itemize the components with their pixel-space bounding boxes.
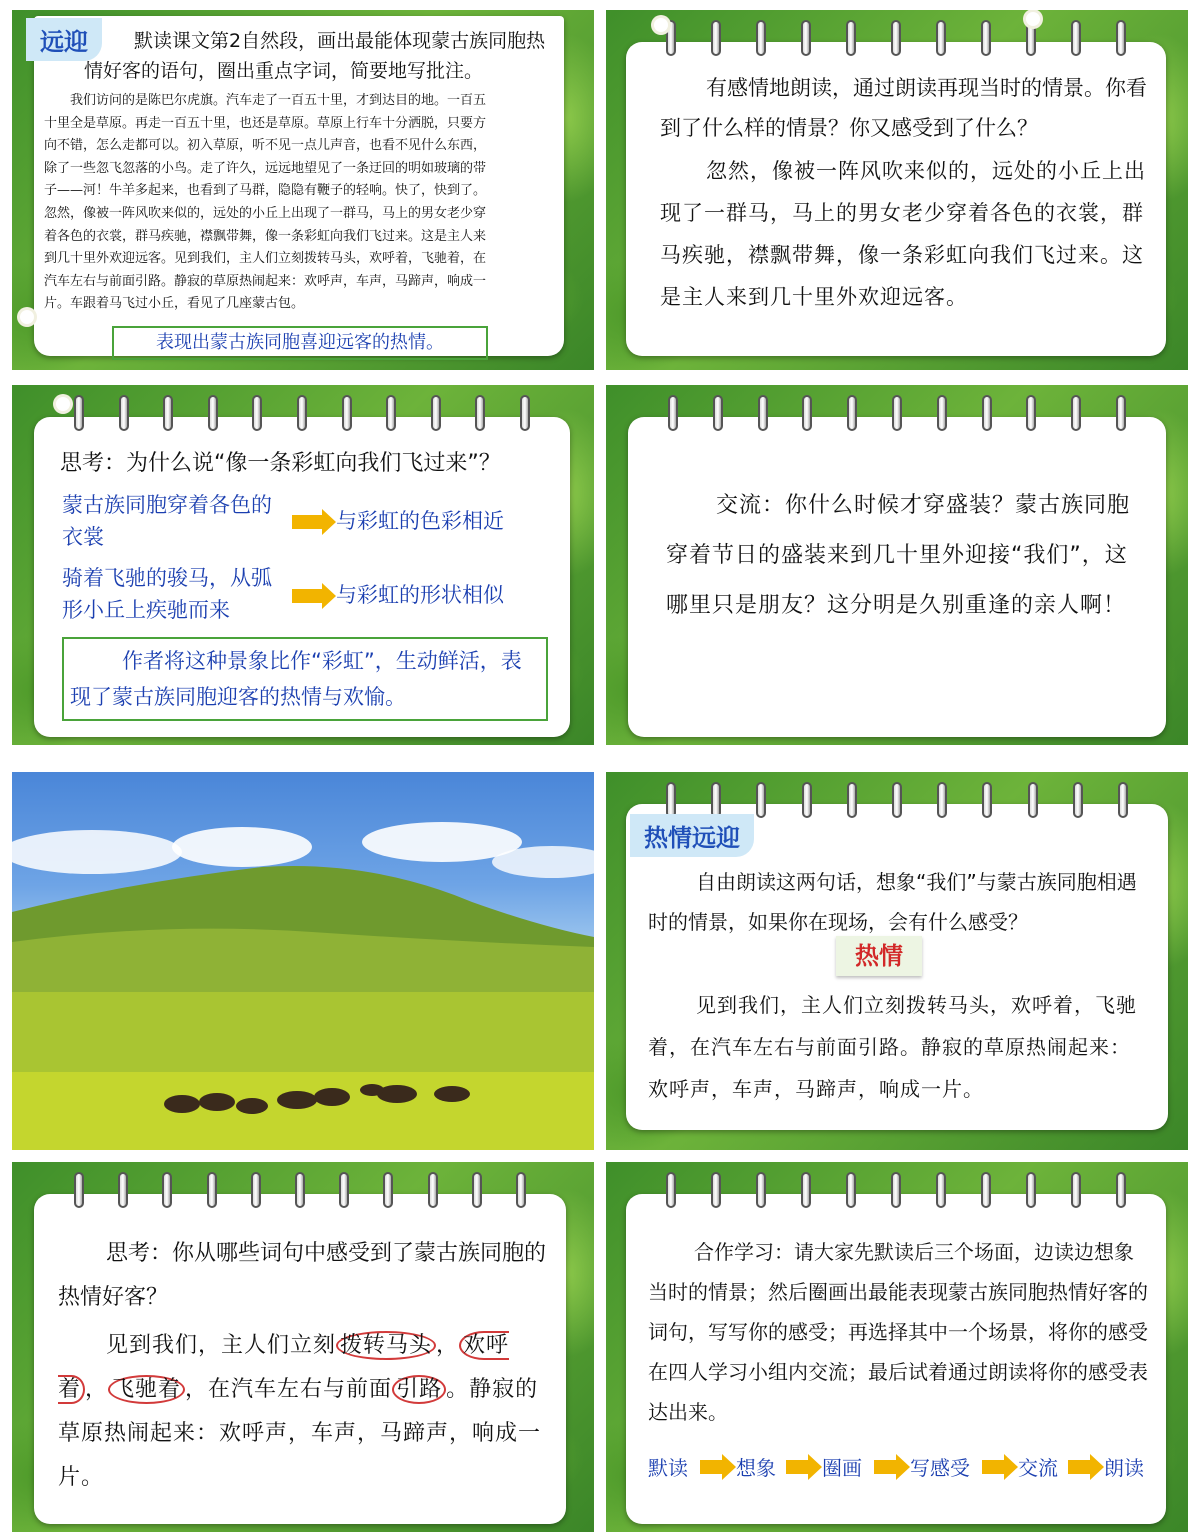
passage-line: 我们访问的是陈巴尔虎旗。汽车走了一百五十里，才到达目的地。一百五 xyxy=(70,93,487,108)
flower-icon xyxy=(56,397,70,411)
slide-2-p2: 忽然，像被一阵风吹来似的，远处的小丘上出现了一群马，马上的男女老少穿着各色的衣裳，群马疾驰，襟飘带舞，像一条彩虹向我们飞过来。这是主人来到几十里外欢迎远客。 xyxy=(660,159,1146,309)
step-label: 写感受 xyxy=(910,1456,970,1480)
flower-icon xyxy=(654,18,668,32)
passage-line: 除了一些忽飞忽落的小鸟。走了许久，远远地望见了一条迂回的明如玻璃的带 xyxy=(44,160,487,176)
slide-2-card xyxy=(626,42,1166,356)
binder-rings xyxy=(74,1172,526,1212)
slide-3-row1-left: 蒙古族同胞穿着各色的衣裳 xyxy=(62,493,272,549)
slide-7-paragraph xyxy=(58,1324,558,1500)
text-span: 见到我们，主人们立刻 xyxy=(106,1333,337,1358)
slide-3-row2-left: 骑着飞驰的骏马，从弧形小丘上疾驰而来 xyxy=(62,566,272,622)
slide-7-question: 思考：你从哪些词句中感受到了蒙古族同胞的热情好客？ xyxy=(58,1241,547,1310)
flower-icon xyxy=(20,310,34,324)
slide-3-row1-right: 与彩虹的色彩相近 xyxy=(336,509,504,533)
passage-line: 汽车左右与前面引路。静寂的草原热闹起来：欢呼声，车声，马蹄声，响成一 xyxy=(44,273,487,289)
slide-3-question: 思考：为什么说“像一条彩虹向我们飞过来”？ xyxy=(60,451,501,476)
slide-4 xyxy=(606,385,1188,745)
binder-rings xyxy=(668,395,1126,435)
text-span: ， xyxy=(85,1377,109,1402)
slide-2 xyxy=(606,10,1188,370)
circled-word: 飞驰着 xyxy=(108,1375,185,1404)
text-span: ，在汽车左右与前面 xyxy=(185,1377,393,1402)
step-label: 朗读 xyxy=(1104,1456,1144,1480)
slide-8-steps xyxy=(648,1444,1158,1484)
slide-6-keyword: 热情 xyxy=(836,936,922,976)
slide-6-card xyxy=(626,804,1168,1130)
slide-8-card xyxy=(626,1194,1166,1524)
binder-rings xyxy=(74,395,530,435)
binder-rings xyxy=(666,1172,1126,1212)
slide-4-card xyxy=(628,417,1166,737)
slide-1-instruction: 默读课文第2自然段，画出最能体现蒙古族同胞热情好客的语句，圈出重点字词，简要地写批注。 xyxy=(84,30,546,82)
slide-3-row2-right: 与彩虹的形状相似 xyxy=(336,583,504,607)
slide-7-card xyxy=(34,1194,566,1524)
step-label: 默读 xyxy=(648,1456,688,1480)
circled-word: 欢呼着 xyxy=(58,1333,510,1402)
slide-8-text: 合作学习：请大家先默读后三个场面，边读边想象当时的情景；然后圈画出最能表现蒙古族同胞热情好客的词句，写写你的感受；再选择其中一个场景，将你的感受在四人学习小组内交流；最后试着通过朗读将你的感受表达出来。 xyxy=(648,1240,1148,1424)
passage-line: 十里全是草原。再走一百五十里，也还是草原。草原上行车十分洒脱，只要方 xyxy=(44,115,487,131)
slide-6-p1: 自由朗读这两句话，想象“我们”与蒙古族同胞相遇时的情景，如果你在现场，会有什么感受？ xyxy=(648,870,1137,934)
grassland-scene-icon xyxy=(12,772,594,1150)
slide-1-passage xyxy=(44,90,559,316)
slide-6 xyxy=(606,772,1188,1150)
slide-3-card xyxy=(34,417,570,737)
binder-rings xyxy=(666,20,1126,60)
text-span: 。静寂的草原热闹起来：欢呼声，车声，马蹄声，响成一片。 xyxy=(58,1377,542,1490)
passage-line: 到几十里外欢迎远客。见到我们，主人们立刻拨转马头，欢呼着，飞驰着，在 xyxy=(44,251,487,267)
passage-line: 向不错，怎么走都可以。初入草原，听不见一点儿声音，也看不见什么东西， xyxy=(44,138,487,154)
slide-1 xyxy=(12,10,594,370)
passage-line: 忽然，像被一阵风吹来似的，远处的小丘上出现了一群马，马上的男女老少穿 xyxy=(44,205,487,221)
slide-2-p1: 有感情地朗读，通过朗读再现当时的情景。你看到了什么样的情景？你又感受到了什么？ xyxy=(660,76,1147,140)
slide-6-tag: 热情远迎 xyxy=(630,814,754,857)
slide-3-summary: 作者将这种景象比作“彩虹”，生动鲜活，表现了蒙古族同胞迎客的热情与欢愉。 xyxy=(62,637,548,721)
text-span: ， xyxy=(436,1333,460,1358)
circled-word: 引路 xyxy=(392,1375,446,1404)
step-label: 圈画 xyxy=(822,1456,862,1480)
step-label: 想象 xyxy=(736,1456,776,1480)
step-label: 交流 xyxy=(1018,1456,1058,1480)
slide-3 xyxy=(12,385,594,745)
slide-1-card xyxy=(34,16,564,356)
grassland-horses-photo xyxy=(12,772,594,1150)
passage-line: 子——河！牛羊多起来，也看到了马群，隐隐有鞭子的轻响。快了，快到了。 xyxy=(44,183,487,199)
flower-icon xyxy=(1026,12,1040,26)
slide-1-tag: 远迎 xyxy=(26,18,102,61)
slide-4-text: 交流：你什么时候才穿盛装？蒙古族同胞穿着节日的盛装来到几十里外迎接“我们”，这哪里只是朋友？这分明是久别重逢的亲人啊！ xyxy=(666,493,1131,618)
slide-8 xyxy=(606,1162,1188,1532)
slide-1-note: 表现出蒙古族同胞喜迎远客的热情。 xyxy=(112,326,488,360)
passage-line: 着各色的衣裳，群马疾驰，襟飘带舞，像一条彩虹向我们飞过来。这是主人来 xyxy=(44,228,487,244)
slide-6-p2: 见到我们，主人们立刻拨转马头，欢呼着，飞驰着，在汽车左右与前面引路。静寂的草原热闹起来：欢呼声，车声，马蹄声，响成一片。 xyxy=(648,993,1137,1101)
passage-line: 片。车跟着马飞过小丘，看见了几座蒙古包。 xyxy=(44,296,305,312)
slide-7 xyxy=(12,1162,594,1532)
circled-word: 拨转马头 xyxy=(336,1331,436,1360)
